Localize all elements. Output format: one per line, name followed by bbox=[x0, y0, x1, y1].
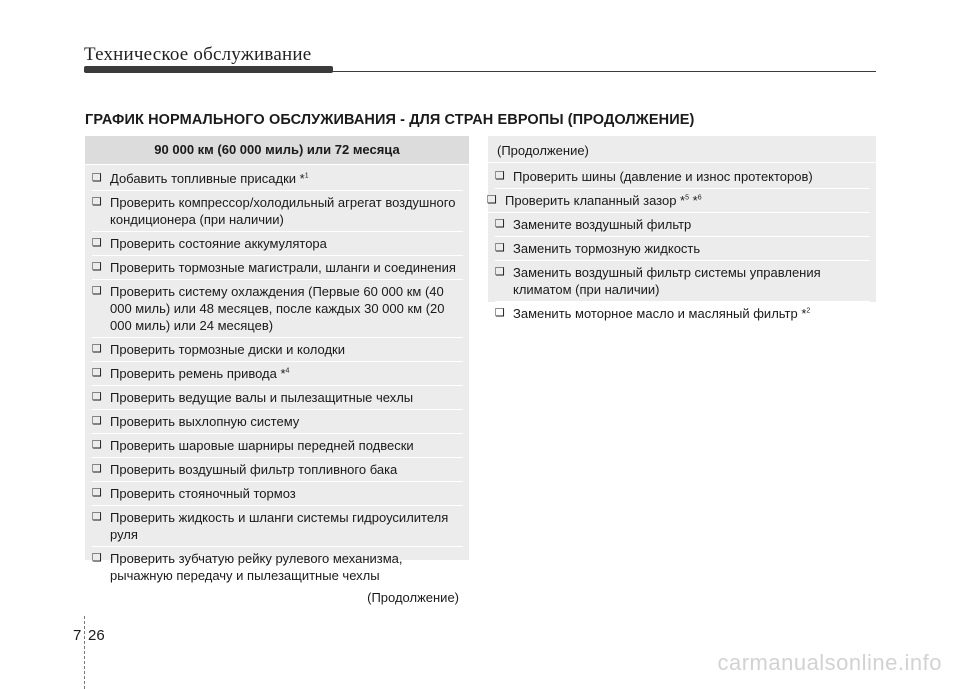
schedule-left-column bbox=[85, 136, 469, 605]
list-item bbox=[92, 256, 463, 280]
item-text: Заменить моторное масло и масляный фильтр * bbox=[513, 306, 807, 321]
list-item bbox=[495, 213, 870, 237]
list-item bbox=[92, 434, 463, 458]
checkbox-icon: ❑ bbox=[92, 511, 102, 523]
item-text: Проверить шины (давление и износ протекторов) bbox=[513, 169, 813, 184]
item-text: Проверить состояние аккумулятора bbox=[110, 236, 327, 251]
checkbox-icon: ❑ bbox=[92, 196, 102, 208]
list-item bbox=[92, 410, 463, 434]
checkbox-icon: ❑ bbox=[487, 194, 497, 206]
chapter-title: Техническое обслуживание bbox=[84, 44, 312, 65]
list-item bbox=[92, 482, 463, 506]
checkbox-icon: ❑ bbox=[92, 237, 102, 249]
list-item bbox=[92, 362, 463, 386]
section-title: ГРАФИК НОРМАЛЬНОГО ОБСЛУЖИВАНИЯ - ДЛЯ СТРАН ЕВРОПЫ (ПРОДОЛЖЕНИЕ) bbox=[85, 112, 695, 128]
schedule-right-column bbox=[487, 136, 876, 321]
checkbox-icon: ❑ bbox=[495, 218, 505, 230]
chapter-number: 7 bbox=[73, 627, 82, 644]
continued-label: (Продолжение) bbox=[367, 590, 459, 605]
item-text: Проверить ремень привода * bbox=[110, 366, 286, 381]
item-text: * bbox=[689, 193, 698, 208]
interval-heading: 90 000 км (60 000 миль) или 72 месяца bbox=[85, 136, 469, 165]
checkbox-icon: ❑ bbox=[92, 367, 102, 379]
list-item bbox=[495, 165, 870, 189]
item-text: Проверить клапанный зазор * bbox=[505, 193, 686, 208]
checkbox-icon: ❑ bbox=[495, 170, 505, 182]
item-text: Проверить стояночный тормоз bbox=[110, 486, 296, 501]
list-item bbox=[487, 189, 870, 213]
watermark-text: carmanualsonline.info bbox=[717, 650, 942, 675]
footer-divider bbox=[84, 616, 85, 689]
item-text: Заменить тормозную жидкость bbox=[513, 241, 701, 256]
list-item bbox=[495, 302, 870, 325]
list-item bbox=[92, 280, 463, 338]
item-text: Проверить шаровые шарниры передней подвески bbox=[110, 438, 414, 453]
continued-label: (Продолжение) bbox=[488, 136, 876, 163]
item-text: Добавить топливные присадки * bbox=[110, 171, 305, 186]
list-item bbox=[92, 167, 463, 191]
checkbox-icon: ❑ bbox=[92, 415, 102, 427]
list-item bbox=[92, 386, 463, 410]
checkbox-icon: ❑ bbox=[92, 463, 102, 475]
item-text: Заменить воздушный фильтр системы управления климатом (при наличии) bbox=[513, 265, 821, 297]
checkbox-icon: ❑ bbox=[92, 487, 102, 499]
item-text: Проверить компрессор/холодильный агрегат воздушного кондиционера (при наличии) bbox=[110, 195, 456, 227]
item-text: Проверить систему охлаждения (Первые 60 000 км (40 000 миль) или 48 месяцев, после каждых 30 000 км (20 000 миль) или 24 месяцев) bbox=[110, 284, 445, 333]
page-number: 26 bbox=[88, 627, 105, 644]
item-text: Проверить воздушный фильтр топливного бака bbox=[110, 462, 398, 477]
header-rule bbox=[84, 71, 876, 72]
list-item bbox=[92, 506, 463, 547]
item-text: Проверить жидкость и шланги системы гидроусилителя руля bbox=[110, 510, 449, 542]
list-item bbox=[92, 458, 463, 482]
item-text: Замените воздушный фильтр bbox=[513, 217, 692, 232]
list-item bbox=[92, 547, 463, 587]
left-items-list bbox=[85, 165, 469, 606]
checkbox-icon: ❑ bbox=[92, 261, 102, 273]
right-items-list bbox=[488, 163, 876, 325]
item-text: Проверить зубчатую рейку рулевого механизма, рычажную передачу и пылезащитные чехлы bbox=[110, 551, 403, 583]
list-item bbox=[495, 237, 870, 261]
footnote-ref: 6 bbox=[697, 194, 702, 202]
footnote-ref: 2 bbox=[806, 307, 811, 315]
checkbox-icon: ❑ bbox=[92, 172, 102, 184]
checkbox-icon: ❑ bbox=[495, 266, 505, 278]
checkbox-icon: ❑ bbox=[92, 285, 102, 297]
footnote-ref: 1 bbox=[304, 172, 309, 180]
checkbox-icon: ❑ bbox=[92, 439, 102, 451]
checkbox-icon: ❑ bbox=[495, 242, 505, 254]
item-text: Проверить тормозные магистрали, шланги и соединения bbox=[110, 260, 456, 275]
footnote-ref: 4 bbox=[285, 367, 290, 375]
list-item bbox=[495, 261, 870, 302]
list-item bbox=[92, 191, 463, 232]
checkbox-icon: ❑ bbox=[92, 343, 102, 355]
list-item bbox=[92, 232, 463, 256]
item-text: Проверить выхлопную систему bbox=[110, 414, 300, 429]
checkbox-icon: ❑ bbox=[92, 552, 102, 564]
checkbox-icon: ❑ bbox=[92, 391, 102, 403]
item-text: Проверить тормозные диски и колодки bbox=[110, 342, 346, 357]
footnote-ref: 5 bbox=[685, 194, 690, 202]
list-item bbox=[92, 338, 463, 362]
item-text: Проверить ведущие валы и пылезащитные чехлы bbox=[110, 390, 414, 405]
checkbox-icon: ❑ bbox=[495, 307, 505, 319]
